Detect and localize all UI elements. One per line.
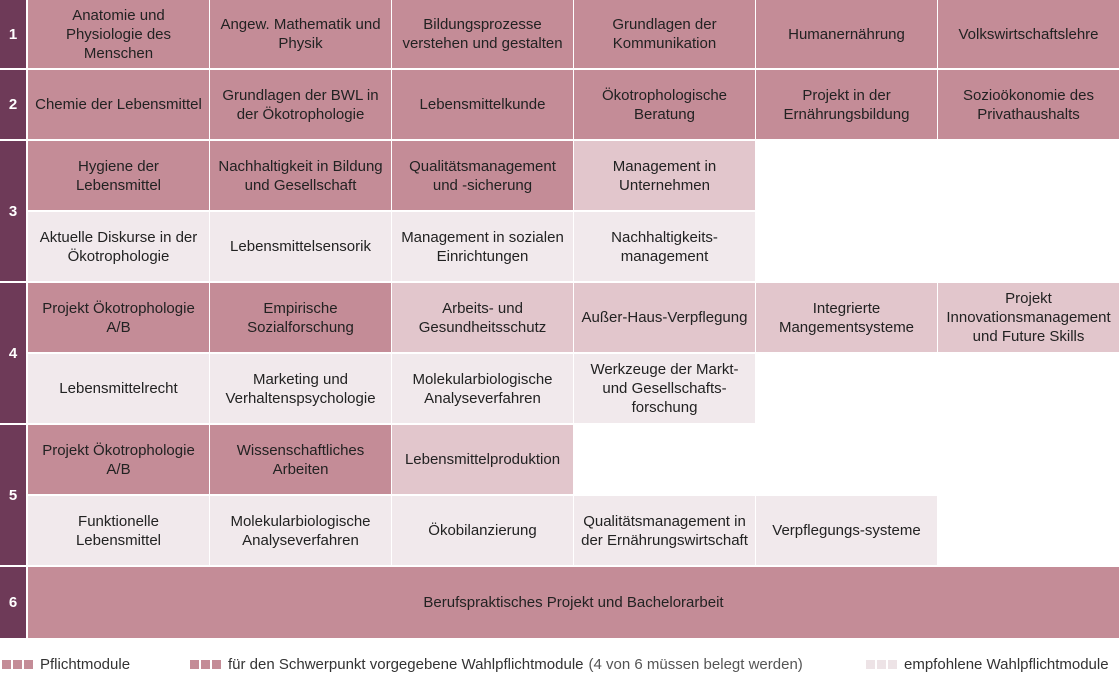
module-cell: Nachhaltigkeit in Bildung und Gesellschaft bbox=[209, 141, 391, 212]
module-cell: Molekularbiologische Analyseverfahren bbox=[209, 496, 391, 567]
legend bbox=[0, 650, 1120, 677]
module-cell: Sozioökonomie des Privathaushalts bbox=[937, 70, 1119, 141]
module-cell: Ökobilanzierung bbox=[391, 496, 573, 567]
legend-item-schwerpunkt bbox=[190, 656, 803, 673]
module-cell: Management in Unternehmen bbox=[573, 141, 755, 212]
module-cell: Chemie der Lebensmittel bbox=[27, 70, 209, 141]
module-cell: Volkswirtschaftslehre bbox=[937, 0, 1119, 70]
module-cell: Qualitätsmanagement und -sicherung bbox=[391, 141, 573, 212]
module-cell: Außer-Haus-Verpflegung bbox=[573, 283, 755, 354]
module-cell: Arbeits- und Gesundheitsschutz bbox=[391, 283, 573, 354]
module-cell: Qualitätsmanagement in der Ernährungswirtschaft bbox=[573, 496, 755, 567]
module-cell: Integrierte Mangementsysteme bbox=[755, 283, 937, 354]
module-cell: Projekt in der Ernährungsbildung bbox=[755, 70, 937, 141]
module-cell: Marketing und Verhaltenspsychologie bbox=[209, 354, 391, 425]
module-cell: Empirische Sozialforschung bbox=[209, 283, 391, 354]
legend-note-schwerpunkt: (4 von 6 müssen belegt werden) bbox=[588, 656, 803, 673]
module-cell: Bildungsprozesse verstehen und gestalten bbox=[391, 0, 573, 70]
legend-swatch-pflicht bbox=[2, 660, 35, 669]
module-cell: Ökotrophologische Beratung bbox=[573, 70, 755, 141]
legend-label-pflicht: Pflichtmodule bbox=[40, 656, 131, 673]
module-cell: Grundlagen der Kommunikation bbox=[573, 0, 755, 70]
semester-label-1: 1 bbox=[0, 0, 27, 70]
legend-item-empfohlen bbox=[866, 656, 1109, 673]
semester-label-3: 3 bbox=[0, 141, 27, 283]
module-cell: Lebensmittelsensorik bbox=[209, 212, 391, 283]
semester-label-4: 4 bbox=[0, 283, 27, 425]
semester-label-2: 2 bbox=[0, 70, 27, 141]
legend-swatch-empfohlen bbox=[866, 660, 899, 669]
module-cell: Lebensmittelkunde bbox=[391, 70, 573, 141]
legend-label-empfohlen: empfohlene Wahlpflichtmodule bbox=[904, 656, 1109, 673]
module-cell: Wissenschaftliches Arbeiten bbox=[209, 425, 391, 496]
module-cell: Lebensmittelproduktion bbox=[391, 425, 573, 496]
semester-label-5: 5 bbox=[0, 425, 27, 567]
module-cell: Management in sozialen Einrichtungen bbox=[391, 212, 573, 283]
module-cell-bachelor: Berufspraktisches Projekt und Bachelorarbeit bbox=[27, 567, 1119, 638]
module-cell: Funktionelle Lebensmittel bbox=[27, 496, 209, 567]
module-cell: Projekt Innovationsmanagement und Future Skills bbox=[937, 283, 1119, 354]
module-cell: Nachhaltigkeits-management bbox=[573, 212, 755, 283]
legend-item-pflicht bbox=[2, 656, 130, 673]
module-cell: Aktuelle Diskurse in der Ökotrophologie bbox=[27, 212, 209, 283]
module-cell: Anatomie und Physiologie des Menschen bbox=[27, 0, 209, 70]
module-cell: Projekt Ökotrophologie A/B bbox=[27, 283, 209, 354]
module-cell: Lebensmittelrecht bbox=[27, 354, 209, 425]
module-cell: Projekt Ökotrophologie A/B bbox=[27, 425, 209, 496]
module-cell: Grundlagen der BWL in der Ökotrophologie bbox=[209, 70, 391, 141]
module-cell: Molekularbiologische Analyseverfahren bbox=[391, 354, 573, 425]
module-cell: Hygiene der Lebensmittel bbox=[27, 141, 209, 212]
module-cell: Werkzeuge der Markt- und Gesellschafts-forschung bbox=[573, 354, 755, 425]
module-cell: Humanernährung bbox=[755, 0, 937, 70]
module-cell: Verpflegungs-systeme bbox=[755, 496, 937, 567]
module-cell: Angew. Mathematik und Physik bbox=[209, 0, 391, 70]
legend-label-schwerpunkt: für den Schwerpunkt vorgegebene Wahlpflichtmodule bbox=[228, 656, 584, 673]
legend-swatch-schwerpunkt bbox=[190, 660, 223, 669]
semester-label-6: 6 bbox=[0, 567, 27, 638]
